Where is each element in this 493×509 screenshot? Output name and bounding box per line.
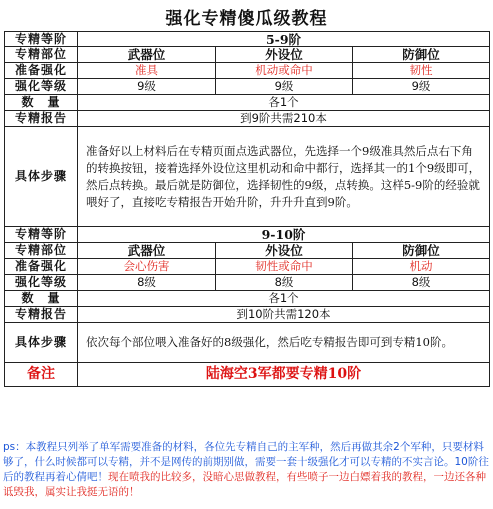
note-label: 备注 bbox=[5, 363, 78, 387]
s2-level-peripheral: 8级 bbox=[216, 275, 353, 291]
s2-enhance-weapon: 会心伤害 bbox=[78, 259, 216, 275]
s2-tier-label: 专精等阶 bbox=[5, 227, 78, 243]
s2-qty-value: 各1个 bbox=[78, 291, 490, 307]
s2-part-weapon: 武器位 bbox=[78, 243, 216, 259]
ps-text-red: 现在喷我的比较多，没暗心思做教程，有些喷子一边白嫖着我的教程，一边还各种诋毁我，属实让我挺无语的！ bbox=[3, 471, 486, 498]
s2-part-peripheral: 外设位 bbox=[216, 243, 353, 259]
s1-enhance-defense: 韧性 bbox=[353, 63, 490, 79]
s1-tier-row bbox=[5, 32, 490, 47]
s1-enhance-row bbox=[5, 63, 490, 79]
s2-steps-row bbox=[5, 323, 490, 363]
s2-report-label: 专精报告 bbox=[5, 307, 78, 323]
s1-steps-text: 准备好以上材料后在专精页面点选武器位，先选择一个9级准具然后点右下角的转换按钮，接着选择外设位这里机动和命中都行，选择其一的1个9级即可，然后点转换。最后就是防御位，选择韧性的9级，点转换。这样5-9阶的经验就喂好了，直接吃专精报告开始升阶，升升升直到9阶。 bbox=[78, 127, 490, 227]
s1-enhance-label: 准备强化 bbox=[5, 63, 78, 79]
s1-level-peripheral: 9级 bbox=[216, 79, 353, 95]
s2-enhance-label: 准备强化 bbox=[5, 259, 78, 275]
s2-steps-text: 依次每个部位喂入准备好的8级强化，然后吃专精报告即可到专精10阶。 bbox=[78, 323, 490, 363]
s2-report-value: 到10阶共需120本 bbox=[78, 307, 490, 323]
s1-part-peripheral: 外设位 bbox=[216, 47, 353, 63]
ps-note bbox=[3, 440, 491, 500]
s1-part-weapon: 武器位 bbox=[78, 47, 216, 63]
s2-qty-label: 数 量 bbox=[5, 291, 78, 307]
s1-enhance-weapon: 准具 bbox=[78, 63, 216, 79]
s1-level-label: 强化等级 bbox=[5, 79, 78, 95]
note-row bbox=[5, 363, 490, 387]
s2-enhance-peripheral: 韧性或命中 bbox=[216, 259, 353, 275]
s2-enhance-row bbox=[5, 259, 490, 275]
note-value: 陆海空3军都要专精10阶 bbox=[78, 363, 490, 387]
s2-tier-value: 9-10阶 bbox=[78, 227, 490, 243]
s1-part-row bbox=[5, 47, 490, 63]
s1-level-defense: 9级 bbox=[353, 79, 490, 95]
s1-part-label: 专精部位 bbox=[5, 47, 78, 63]
s1-level-weapon: 9级 bbox=[78, 79, 216, 95]
s2-part-defense: 防御位 bbox=[353, 243, 490, 259]
s1-report-row bbox=[5, 111, 490, 127]
s2-enhance-defense: 机动 bbox=[353, 259, 490, 275]
tutorial-table bbox=[4, 31, 490, 387]
s1-tier-label: 专精等阶 bbox=[5, 32, 78, 47]
s2-level-label: 强化等级 bbox=[5, 275, 78, 291]
s1-steps-label: 具体步骤 bbox=[5, 127, 78, 227]
s1-tier-value: 5-9阶 bbox=[78, 32, 490, 47]
s2-steps-label: 具体步骤 bbox=[5, 323, 78, 363]
s2-tier-row bbox=[5, 227, 490, 243]
s1-qty-row bbox=[5, 95, 490, 111]
s1-steps-row bbox=[5, 127, 490, 227]
s2-level-weapon: 8级 bbox=[78, 275, 216, 291]
s1-enhance-peripheral: 机动或命中 bbox=[216, 63, 353, 79]
page-title: 强化专精傻瓜级教程 bbox=[165, 9, 328, 29]
s1-level-row bbox=[5, 79, 490, 95]
s2-qty-row bbox=[5, 291, 490, 307]
ps-text-blue: ps：本教程只列举了单军需要准备的材料，各位先专精自己的主军种，然后再做其余2个军种，只要材料够了，什么时候都可以专精，并不是网传的前期别做，需要一套十级强化才可以专精的不实言论。10阶往后的教程再着心倩吧！ bbox=[3, 441, 489, 483]
s2-report-row bbox=[5, 307, 490, 323]
s2-level-defense: 8级 bbox=[353, 275, 490, 291]
s1-qty-value: 各1个 bbox=[78, 95, 490, 111]
s2-part-label: 专精部位 bbox=[5, 243, 78, 259]
s1-qty-label: 数 量 bbox=[5, 95, 78, 111]
s1-part-defense: 防御位 bbox=[353, 47, 490, 63]
s2-part-row bbox=[5, 243, 490, 259]
s1-report-label: 专精报告 bbox=[5, 111, 78, 127]
s1-report-value: 到9阶共需210本 bbox=[78, 111, 490, 127]
s2-level-row bbox=[5, 275, 490, 291]
